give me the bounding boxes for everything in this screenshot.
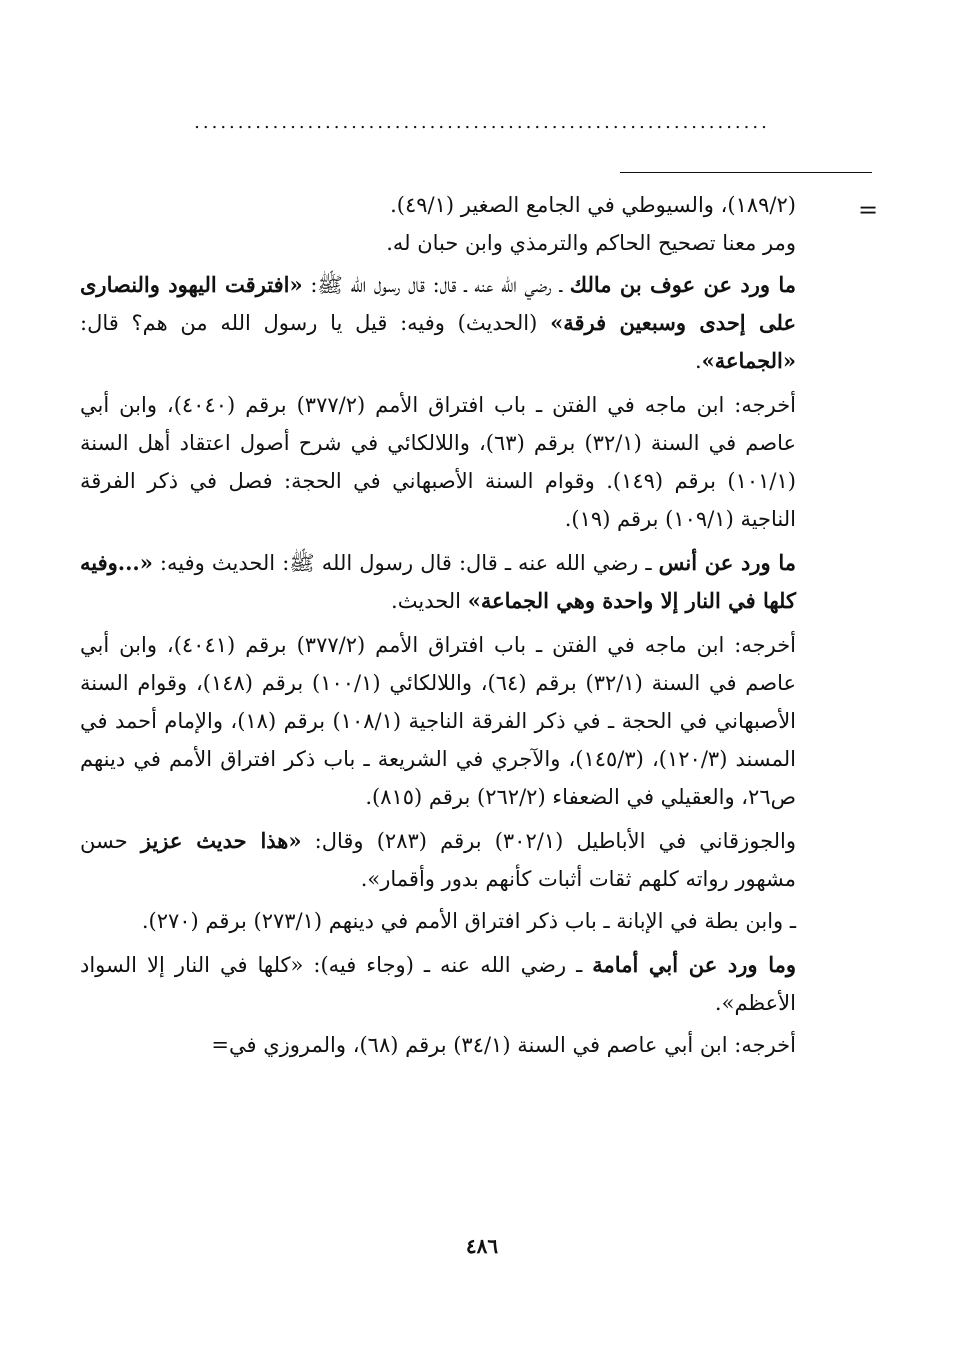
paragraph-awf-ibn-malik xyxy=(80,266,796,380)
page-number: ٤٨٦ xyxy=(465,1234,499,1258)
bold-lead: ما ورد عن أنس xyxy=(658,550,796,575)
text-span: والجوزقاني في الأباطيل (٣٠٢/١) برقم (٢٨٣) وقال: xyxy=(301,829,796,853)
paragraph-takhrij-1: أخرجه: ابن ماجه في الفتن ـ باب افتراق الأمم (٣٧٧/٢) برقم (٤٠٤٠)، وابن أبي عاصم في السنة (٣٢/١) برقم (٦٣)، واللالكائي في شرح أصول اعتقاد أهل السنة (١٠١/١) برقم (١٤٩). وقوام السنة الأصبهاني في الحجة: فصل في ذكر الفرقة الناجية (١٠٩/١) برقم (١٩). xyxy=(80,393,797,531)
quote-bold: «هذا حديث عزيز xyxy=(140,828,302,853)
text-span: حسن مشهور رواته كلهم ثقات أثبات كأنهم بدور وأقمار». xyxy=(80,829,796,891)
paragraph-takhrij-3: أخرجه: ابن أبي عاصم في السنة (٣٤/١) برقم (٦٨)، والمروزي في= xyxy=(211,1033,796,1057)
hadith-answer: «الجماعة» xyxy=(701,348,796,373)
text-span: ـ رضي الله عنه ـ قال: قال رسول الله ﷺ: الحديث وفيه: xyxy=(152,551,659,575)
paragraph-1 xyxy=(80,186,796,262)
bold-lead: وما ورد عن أبي أمامة xyxy=(592,952,796,977)
footnote-rule xyxy=(620,172,872,173)
footnote-text xyxy=(80,186,796,1070)
paragraph-takhrij-2: أخرجه: ابن ماجه في الفتن ـ باب افتراق الأمم (٣٧٧/٢) برقم (٤٠٤١)، وابن أبي عاصم في السنة (٣٢/١) برقم (٦٤)، واللالكائي (١٠٠/١) برقم (١٤٨)، وقوام السنة الأصبهاني في الحجة ـ في ذكر الفرقة الناجية (١٠٨/١) برقم (١٨)، والإمام أحمد في المسند (١٢٠/٣)، (١٤٥/٣)، والآجري في الشريعة ـ باب ذكر افتراق الأمم في دينهم ص٢٦، والعقيلي في الضعفاء (٢٦٢/٢) برقم (٨١٥). xyxy=(80,633,797,809)
text-line: ومر معنا تصحيح الحاكم والترمذي وابن حبان له. xyxy=(386,231,796,255)
continuation-mark: = xyxy=(858,196,879,224)
text-span: (الحديث) وفيه: قيل يا رسول الله من هم؟ قال: xyxy=(80,311,551,335)
text-span: الحديث. xyxy=(391,589,468,613)
paragraph-ibn-batta: ـ وابن بطة في الإبانة ـ باب ذكر افتراق الأمم في دينهم (٢٧٣/١) برقم (٢٧٠). xyxy=(141,909,796,933)
text-span: . xyxy=(694,349,702,373)
text-span: ـ رضي الله عنه ـ (وجاء فيه): «كلها في النار إلا السواد الأعظم». xyxy=(80,953,796,1015)
text-line: (١٨٩/٢)، والسيوطي في الجامع الصغير (٤٩/١). xyxy=(390,193,796,217)
bold-lead: ما ورد عن عوف بن مالك xyxy=(569,272,797,297)
paragraph-abu-umama xyxy=(80,946,796,1022)
paragraph-anas xyxy=(80,544,796,620)
text-span: ـ رضي الله عنه ـ قال: قال رسول الله ﷺ: xyxy=(310,273,570,297)
hadith-quote: «افترقت اليهود والنصارى على إحدى وسبعين فرقة» xyxy=(80,272,796,335)
paragraph-jawzaqani xyxy=(80,822,796,898)
top-dotted-divider: .................................................................. xyxy=(194,112,770,133)
hadith-quote: «...وفيه كلها في النار إلا واحدة وهي الجماعة» xyxy=(80,550,796,613)
